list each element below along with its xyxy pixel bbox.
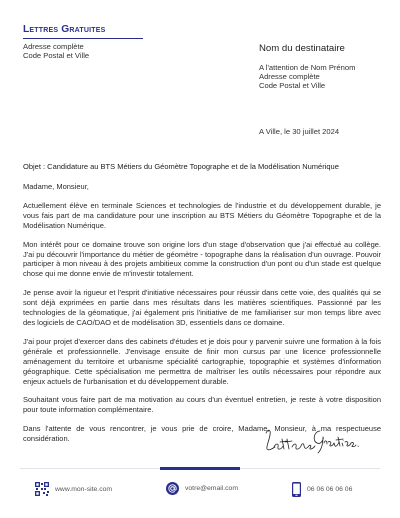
paragraph-interview: Souhaitant vous faire part de ma motivation au cours d'un éventuel entretien, je reste à votre disposition pour toute information complémentaire.: [23, 395, 381, 415]
footer-email-text: votre@email.com: [185, 485, 238, 492]
paragraph-closing: Dans l'attente de vous rencontrer, je vous prie de croire, Madame, Monsieur, à ma respectueuse considération.: [23, 424, 381, 444]
handwritten-signature: [262, 425, 362, 457]
recipient-title: Nom du destinataire: [259, 43, 345, 54]
letter-body: [23, 182, 381, 453]
footer-email[interactable]: [166, 482, 238, 495]
salutation: Madame, Monsieur,: [23, 182, 89, 191]
footer-website[interactable]: [35, 482, 112, 496]
sender-address: [23, 42, 89, 60]
smartphone-icon: [292, 482, 301, 497]
sender-address-line: Adresse complète: [23, 42, 84, 51]
paragraph-intro: Actuellement élève en terminale Sciences et technologies de l'industrie et du développement durable, je vous fais part de ma candidature pour une inscription au BTS Métiers du Géomètre Topographe et de la Modélisation Numérique.: [23, 200, 381, 230]
letter-object: Objet : Candidature au BTS Métiers du Géomètre Topographe et de la Modélisation Numérique: [23, 162, 339, 171]
paragraph-qualities: Je pense avoir la rigueur et l'esprit d'initiative nécessaires pour réussir dans cette voie, des qualités qui se sont déjà exprimées en partie dans mes résultats dans les matières scientifiques. Passionné par les technologies de la géomatique, j'ai également pris l'initiative de me familiariser sur mon temps libre avec des logiciels de CAO/DAO et de modélisation 3D, essentiels dans ce domaine.: [23, 288, 381, 327]
footer-website-text: www.mon-site.com: [55, 485, 113, 493]
paragraph-project: J'ai pour projet d'exercer dans des cabinets d'études et je dois pour y parvenir suivre une formation à la fois générale et professionnelle. J'envisage ensuite de finir mon cursus par une licence professionnelle aménagement du territoire et urbanisme spécialité cartographie, topographie et systèmes d'information géographique. Cette spécialisation me permettra de maîtriser les outils nécessaires pour répondre aux enjeux actuels de l'urbanisation et du développement durable.: [23, 336, 381, 386]
paragraph-interest: Mon intérêt pour ce domaine trouve son origine lors d'un stage d'observation que j'ai effectué au collège. J'ai pu découvrir l'importance du métier de géomètre - topographe dans la réalisation d'un ouvrage. Pouvoir participer à mon niveau à des projets ambitieux comme la construction d'un pont ou d'un stade est quelque chose qui me donne envie de m'investir totalement.: [23, 239, 381, 279]
letter-date: A Ville, le 30 juillet 2024: [259, 127, 340, 136]
sender-postal-line: Code Postal et Ville: [23, 51, 90, 61]
footer-phone-text: 06 06 06 06 06: [307, 486, 353, 493]
recipient-attention: A l'attention de Nom Prénom: [259, 63, 356, 72]
sender-name: Lettres Gratuites: [23, 24, 106, 35]
recipient-address-line: Adresse complète: [259, 72, 320, 82]
footer-phone[interactable]: [292, 482, 352, 497]
recipient-address: [259, 63, 355, 91]
at-sign-icon: [166, 482, 179, 495]
footer-accent-bar: [160, 467, 240, 470]
recipient-postal-line: Code Postal et Ville: [259, 81, 326, 91]
qr-code-icon: [35, 482, 49, 496]
sender-underline: [23, 38, 143, 39]
